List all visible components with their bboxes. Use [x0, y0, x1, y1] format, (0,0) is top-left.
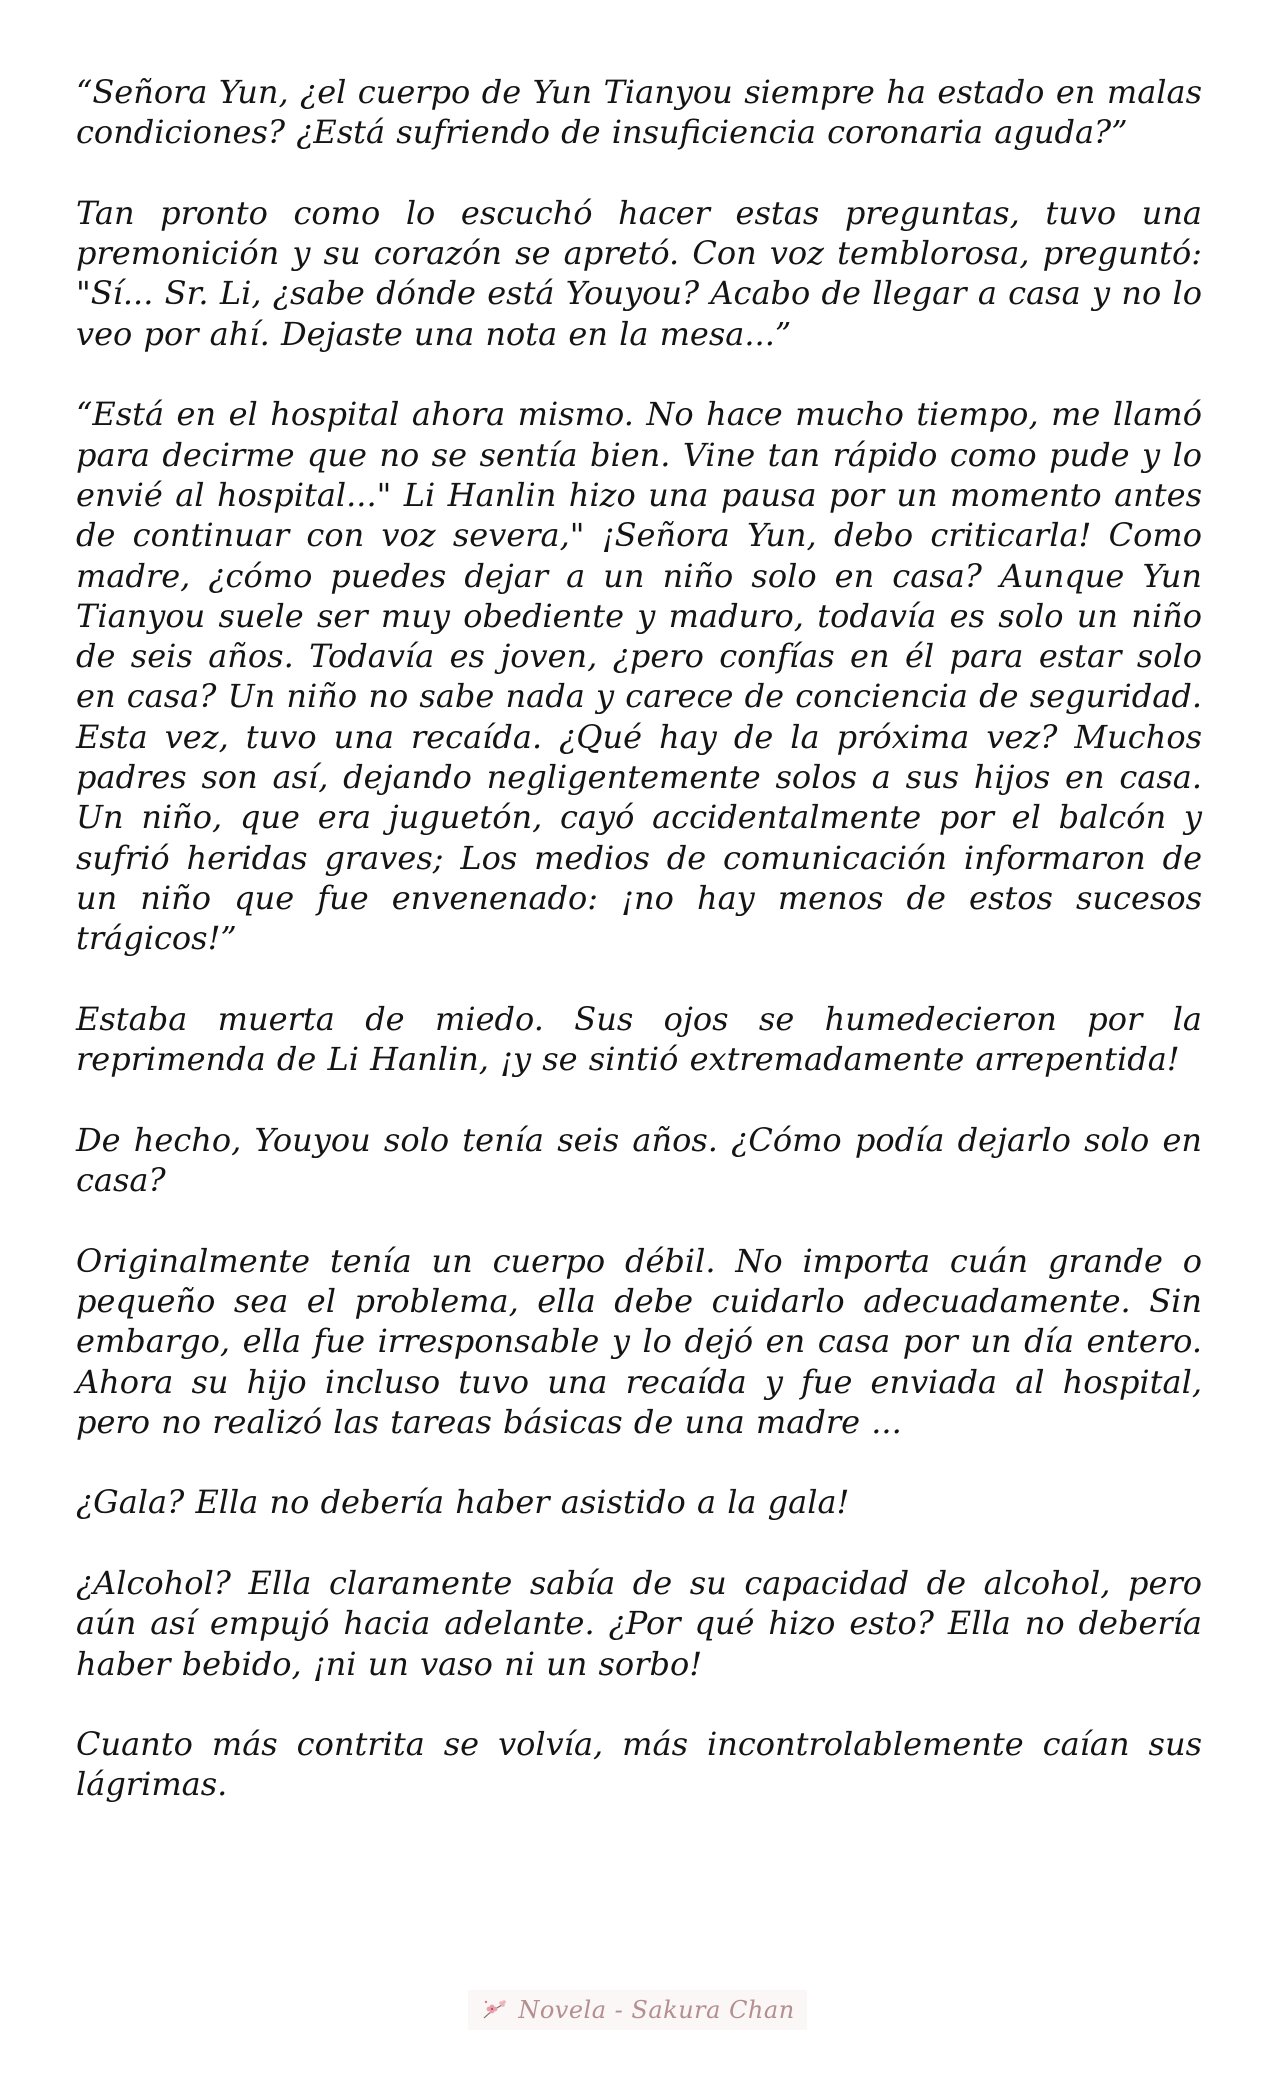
- paragraph-4: Estaba muerta de miedo. Sus ojos se humedecieron por la reprimenda de Li Hanlin, ¡y se sintió extremadamente arrepentida!: [76, 999, 1202, 1079]
- paragraph-3: “Está en el hospital ahora mismo. No hace mucho tiempo, me llamó para decirme que no se sentía bien. Vine tan rápido como pude y lo envié al hospital..." Li Hanlin hizo una pausa por un momento antes de continuar con voz severa," ¡Señora Yun, debo criticarla! Como madre, ¿cómo puedes dejar a un niño solo en casa? Aunque Yun Tianyou suele ser muy obediente y maduro, todavía es solo un niño de seis años. Todavía es joven, ¿pero confías en él para estar solo en casa? Un niño no sabe nada y carece de conciencia de seguridad. Esta vez, tuvo una recaída. ¿Qué hay de la próxima vez? Muchos padres son así, dejando negligentemente solos a sus hijos en casa. Un niño, que era juguetón, cayó accidentalmente por el balcón y sufrió heridas graves; Los medios de comunicación informaron de un niño que fue envenenado: ¡no hay menos de estos sucesos trágicos!”: [76, 395, 1202, 958]
- paragraph-1: “Señora Yun, ¿el cuerpo de Yun Tianyou siempre ha estado en malas condiciones? ¿Está sufriendo de insuficiencia coronaria aguda?”: [76, 73, 1202, 152]
- document-body: [76, 72, 1202, 1845]
- paragraph-9: Cuanto más contrita se volvía, más incontrolablemente caían sus lágrimas.: [76, 1725, 1202, 1804]
- watermark-text: Novela - Sakura Chan: [518, 1996, 795, 2024]
- sakura-flower-icon: [480, 1998, 510, 2022]
- paragraph-7: ¿Gala? Ella no debería haber asistido a la gala!: [76, 1483, 850, 1522]
- paragraph-5: De hecho, Youyou solo tenía seis años. ¿Cómo podía dejarlo solo en casa?: [76, 1120, 1202, 1200]
- paragraph-2: Tan pronto como lo escuchó hacer estas preguntas, tuvo una premonición y su corazón se apretó. Con voz temblorosa, preguntó: "Sí... Sr. Li, ¿sabe dónde está Youyou? Acabo de llegar a casa y no lo veo por ahí. Dejaste una nota en la mesa...”: [76, 193, 1202, 353]
- paragraph-6: Originalmente tenía un cuerpo débil. No importa cuán grande o pequeño sea el problema, ella debe cuidarlo adecuadamente. Sin embargo, ella fue irresponsable y lo dejó en casa por un día entero. Ahora su hijo incluso tuvo una recaída y fue enviada al hospital, pero no realizó las tareas básicas de una madre ...: [76, 1241, 1202, 1441]
- watermark-logo: [468, 1990, 806, 2030]
- footer-watermark: [0, 1990, 1275, 2030]
- paragraph-8: ¿Alcohol? Ella claramente sabía de su capacidad de alcohol, pero aún así empujó hacia adelante. ¿Por qué hizo esto? Ella no debería haber bebido, ¡ni un vaso ni un sorbo!: [76, 1563, 1202, 1683]
